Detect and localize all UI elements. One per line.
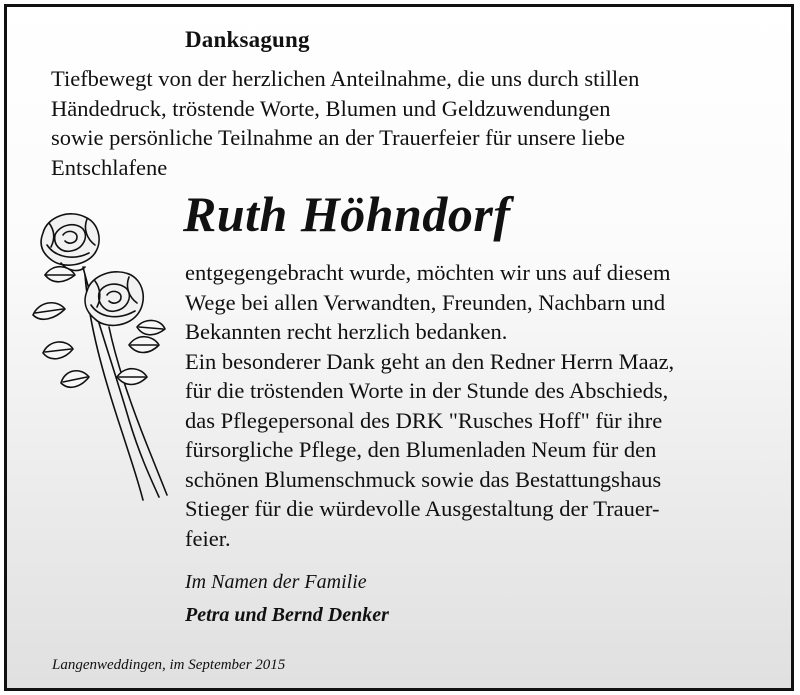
intro-paragraph <box>51 64 781 182</box>
body-line: das Pflegepersonal des DRK "Rusches Hoff" für ihre <box>185 407 663 433</box>
rose-lower <box>85 272 143 326</box>
signoff-line: Im Namen der Familie <box>185 571 367 593</box>
notice-heading: Danksagung <box>185 27 310 52</box>
intro-line: Entschlafene <box>51 154 168 180</box>
body-line: schönen Blumenschmuck sowie das Bestattungshaus <box>185 466 662 492</box>
body-line: Wege bei allen Verwandten, Freunden, Nachbarn und <box>185 289 666 315</box>
obituary-notice <box>4 4 794 691</box>
body-line: Ein besonderer Dank geht an den Redner Herrn Maaz, <box>185 348 675 374</box>
intro-line: sowie persönliche Teilnahme an der Trauerfeier für unsere liebe <box>51 125 626 150</box>
body-line: entgegengebracht wurde, möchten wir uns auf diesem <box>185 260 671 285</box>
rose-upper <box>41 214 99 271</box>
body-line: feier. <box>185 525 231 551</box>
signatories: Petra und Bernd Denker <box>185 604 389 626</box>
intro-line: Händedruck, tröstende Worte, Blumen und Geldzuwendungen <box>51 95 611 121</box>
body-paragraph <box>185 258 785 553</box>
body-line: Stieger für die würdevolle Ausgestaltung der Trauer- <box>185 496 660 521</box>
body-line: Bekannten recht herzlich bedanken. <box>185 319 508 344</box>
place-date: Langenweddingen, im September 2015 <box>52 657 286 673</box>
body-line: für die tröstenden Worte in der Stunde des Abschieds, <box>185 378 669 403</box>
body-line: fürsorgliche Pflege, den Blumenladen Neum für den <box>185 437 657 462</box>
roses-illustration <box>25 205 185 505</box>
deceased-name: Ruth Höhndorf <box>183 186 511 242</box>
intro-line: Tiefbewegt von der herzlichen Anteilnahme, die uns durch stillen <box>51 66 640 91</box>
